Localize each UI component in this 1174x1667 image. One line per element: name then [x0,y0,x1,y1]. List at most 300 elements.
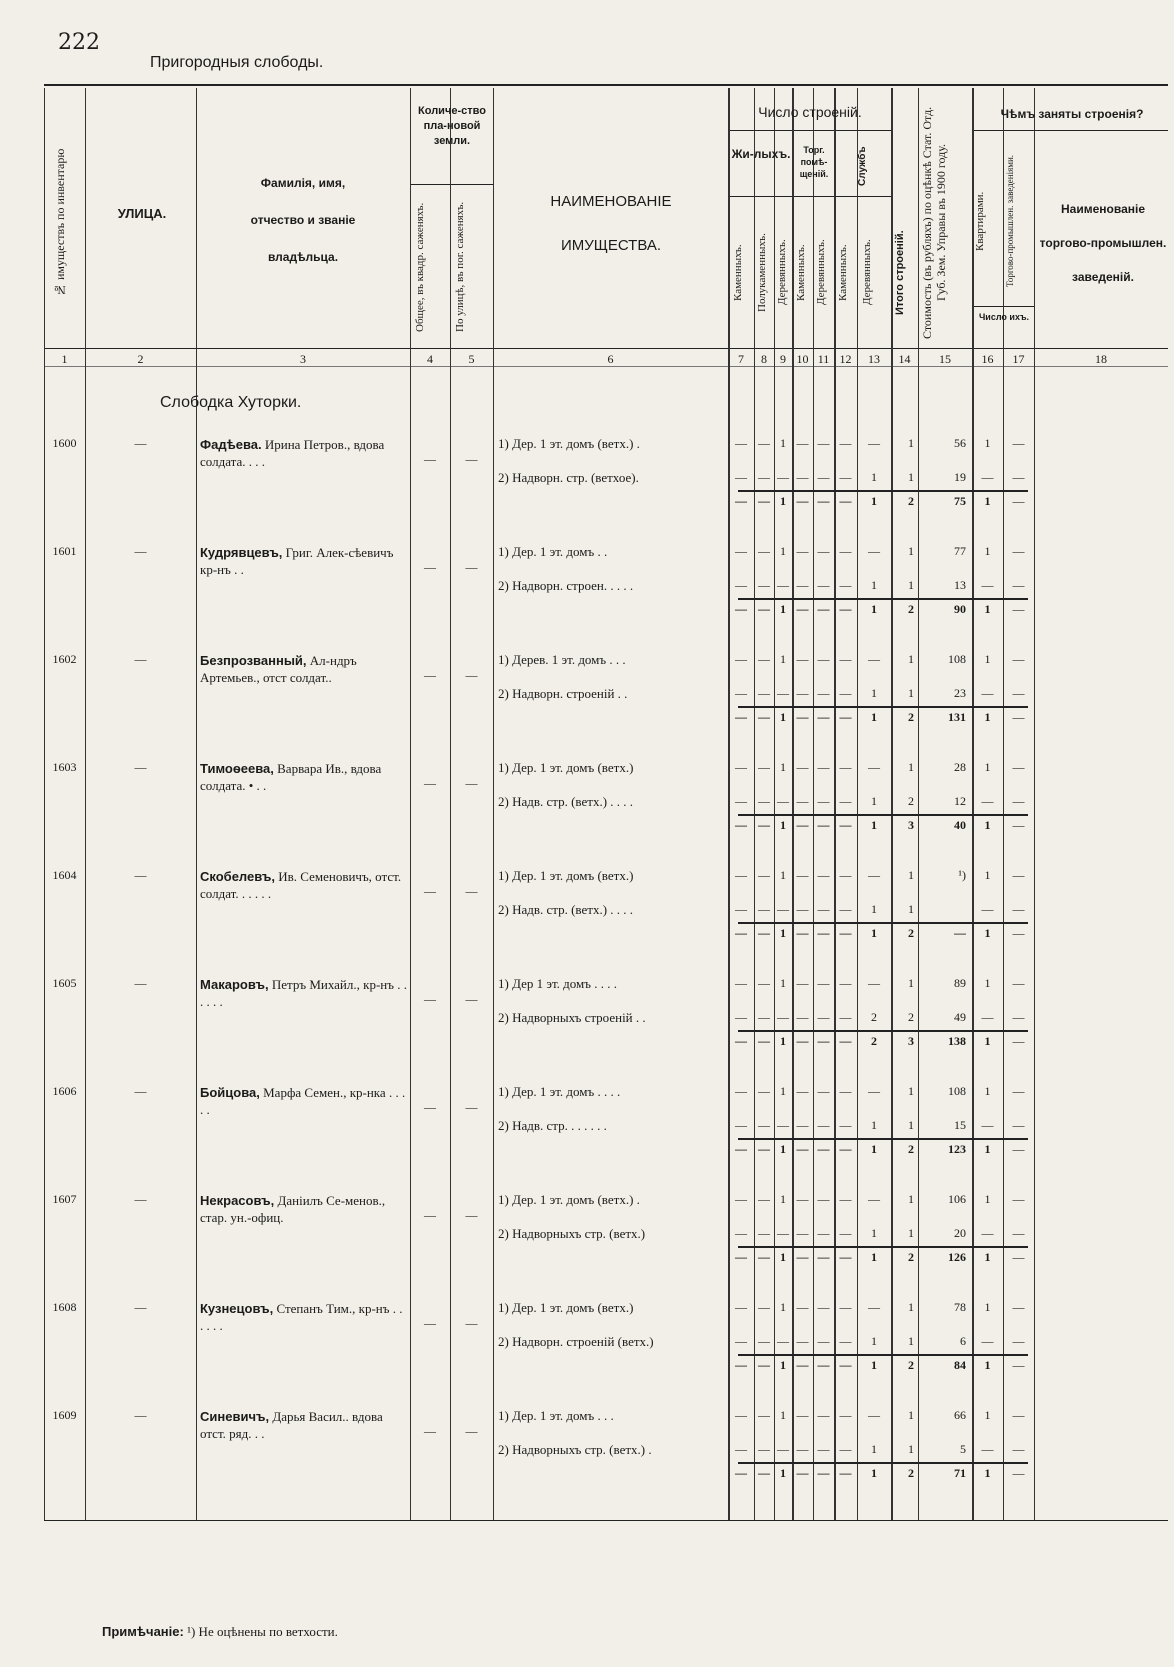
building-count: — [758,868,770,882]
building-count: — [839,976,852,990]
subtotal-count: — [817,1142,830,1156]
record-row [0,1408,1174,1516]
subtotal-count: 1 [780,1142,786,1156]
building-count: — [758,1226,770,1240]
subtotal-rule [738,1246,1028,1248]
owner-details: Григ. Алек-сѣевичъ кр-нъ . . [200,545,394,577]
record-row [0,976,1174,1084]
street: — [134,976,147,990]
building-count: — [817,1300,830,1314]
trade-establishments: — [1012,794,1025,808]
building-count: — [796,578,809,592]
subtotal-count: — [817,710,830,724]
subtotal-apartments: 1 [984,602,991,616]
cost: 106 [948,1192,966,1206]
subtotal-trade: — [1012,1142,1025,1156]
building-count: — [758,1408,770,1422]
building-count: — [796,760,809,774]
subtotal-count: — [758,926,770,940]
subtotal-trade: — [1012,710,1025,724]
subtotal-count: — [839,818,852,832]
land-total: — [424,1100,436,1114]
subtotal-rule [738,490,1028,492]
header-col14: Итого строеній. [894,230,906,315]
owner-surname: Кузнецовъ, [200,1301,274,1316]
total-buildings: 1 [908,1192,914,1206]
trade-establishments: — [1012,1334,1025,1348]
subtotal-trade: — [1012,1466,1025,1480]
subtotal-count: 1 [871,494,877,508]
subtotal-trade: — [1012,602,1025,616]
property-item: 2) Надворн. стр. (ветхое). [498,470,639,485]
record-row [0,1300,1174,1408]
header-col10: Каменныхъ. [795,244,807,301]
record-row [0,544,1174,652]
subtotal-apartments: 1 [984,1250,991,1264]
subtotal-count: 1 [780,818,786,832]
building-count: — [839,1300,852,1314]
header-col3 [200,165,406,276]
owner-details: Дарья Васил.. вдова отст. ряд. . . [200,1409,383,1441]
building-count: — [735,686,747,700]
trade-establishments: — [1012,760,1025,774]
subtotal-cost: 71 [954,1466,966,1480]
building-count: — [839,902,852,916]
building-count: — [817,470,830,484]
header-col6-line2: ИМУЩЕСТВА. [560,237,662,254]
subtotal-buildings: 2 [908,926,914,940]
building-count: — [796,1084,809,1098]
record-row [0,868,1174,976]
subtotal-rule [738,814,1028,816]
building-count: 1 [871,686,877,700]
column-number: 18 [1095,352,1107,366]
subtotal-count: — [839,1034,852,1048]
building-count: — [758,1442,770,1456]
trade-establishments: — [1012,1226,1025,1240]
subtotal-count: — [796,1250,809,1264]
apartments: — [981,1118,994,1132]
building-count: — [777,1118,789,1132]
building-count: — [817,1442,830,1456]
building-count: — [735,470,747,484]
building-count: 1 [780,544,786,558]
total-buildings: 1 [908,1226,914,1240]
page-number: 222 [58,30,100,55]
building-count: 1 [871,902,877,916]
owner [200,976,408,1010]
building-count: — [735,760,747,774]
land-street: — [465,776,478,790]
building-count: 1 [871,1334,877,1348]
owner-details: Ив. Семеновичъ, отст. солдат. . . . . . [200,869,402,901]
street: — [134,1084,147,1098]
cost: 12 [954,794,966,808]
subtotal-count: 1 [780,1250,786,1264]
building-count: — [868,1084,880,1098]
subtotal-buildings: 3 [908,1034,914,1048]
land-total: — [424,1424,436,1438]
building-count: 1 [780,976,786,990]
buildings-divider [728,130,891,131]
building-count: — [758,1084,770,1098]
subtotal-count: — [796,1034,809,1048]
subtotal-cost: 84 [954,1358,966,1372]
subtotal-trade: — [1012,926,1025,940]
building-count: — [839,1334,852,1348]
building-count: 1 [780,760,786,774]
street: — [134,436,147,450]
building-count: — [758,686,770,700]
building-count: — [758,544,770,558]
cost: 19 [954,470,966,484]
subtotal-count: — [758,818,770,832]
column-number: 3 [300,352,306,366]
apartments: — [981,902,994,916]
apartments: — [981,470,994,484]
column-number: 4 [427,352,433,366]
owner-surname: Бойцова, [200,1085,260,1100]
building-count: — [839,470,852,484]
building-count: — [758,1010,770,1024]
building-count: — [839,578,852,592]
total-buildings: 1 [908,1118,914,1132]
owner-details: Марфа Семен., кр-нка . . . . . [200,1085,406,1117]
cost: 20 [954,1226,966,1240]
subtotal-count: — [796,602,809,616]
building-count: — [735,1010,747,1024]
column-number: 13 [868,352,880,366]
building-count: 1 [871,794,877,808]
building-count: — [817,976,830,990]
property-item: 2) Надворн. строен. . . . . [498,578,634,593]
building-count: — [817,652,830,666]
building-count: — [758,436,770,450]
subtotal-apartments: 1 [984,1358,991,1372]
subtotal-count: — [839,1358,852,1372]
trade-establishments: — [1012,544,1025,558]
header-col6 [496,180,726,268]
header-col6-line1: НАИМЕНОВАНІЕ [550,193,672,210]
land-total: — [424,668,436,682]
land-street: — [465,1208,478,1222]
subtotal-apartments: 1 [984,710,991,724]
building-count: — [796,686,809,700]
record-row [0,1084,1174,1192]
building-count: 1 [780,652,786,666]
column-number: 5 [468,352,475,366]
property-item: 1) Дерев. 1 эт. домъ . . . [498,652,626,667]
building-count: — [758,1192,770,1206]
subtotal-count: — [735,1466,747,1480]
subtotal-count: — [796,1358,809,1372]
building-count: — [758,1300,770,1314]
inventory-number: 1609 [52,1408,77,1422]
building-count: — [777,1226,789,1240]
owner-details: Степанъ Тим., кр-нъ . . . . . . [200,1301,403,1333]
header-col16: Квартирами. [974,191,986,251]
subtotal-trade: — [1012,1034,1025,1048]
record-row [0,1192,1174,1300]
building-count: — [796,1192,809,1206]
building-count: — [735,1408,747,1422]
subtotal-count: — [817,926,830,940]
building-count: — [817,1226,830,1240]
cost: ¹) [958,868,966,882]
cost: 13 [954,578,966,592]
subtotal-trade: — [1012,1250,1025,1264]
trade-establishments: — [1012,1408,1025,1422]
total-buildings: 2 [908,1010,914,1024]
header-bottom-rule [44,348,1168,349]
property-item: 2) Надворныхъ строеній . . [498,1010,646,1025]
subtotal-apartments: 1 [984,1466,991,1480]
column-number: 6 [607,352,614,366]
apartments: — [981,1010,994,1024]
subtotal-count: 1 [780,1466,786,1480]
owner-details: Петръ Михайл., кр-нъ . . . . . . [200,977,407,1009]
trade-establishments: — [1012,868,1025,882]
subtotal-buildings: 2 [908,1466,914,1480]
building-count: — [758,652,770,666]
building-count: — [796,652,809,666]
building-count: — [839,1010,852,1024]
subtotal-count: — [758,494,770,508]
property-item: 1) Дер. 1 эт. домъ (ветх.) [498,868,634,883]
subtotal-buildings: 3 [908,818,914,832]
building-count: — [839,1442,852,1456]
building-count: 1 [780,868,786,882]
total-buildings: 1 [908,652,914,666]
subtotal-count: 1 [871,926,877,940]
subtotal-count: — [735,494,747,508]
building-count: — [817,794,830,808]
inventory-number: 1601 [52,544,77,558]
property-item: 1) Дер. 1 эт. домъ (ветх.) [498,760,634,775]
subtotal-count: — [735,1250,747,1264]
building-count: — [777,686,789,700]
building-count: — [796,868,809,882]
building-count: 1 [871,578,877,592]
apartments: 1 [984,544,991,558]
building-count: — [796,544,809,558]
trade-establishments: — [1012,470,1025,484]
column-number: 17 [1012,352,1025,366]
cost: 89 [954,976,966,990]
subtotal-count: — [758,1466,770,1480]
apartments: — [981,686,994,700]
cost: 23 [954,686,966,700]
header-count: Число ихъ. [978,312,1030,322]
header-col3-line2: отчество и званіе [250,213,356,227]
trade-establishments: — [1012,1192,1025,1206]
building-count: — [868,868,880,882]
owner-details: Ал-ндръ Артемьев., отст солдат.. [200,653,357,685]
street: — [134,1192,147,1206]
property-item: 1) Дер. 1 эт. домъ . . . . [498,1084,621,1099]
top-rule [44,84,1168,86]
building-count: — [758,578,770,592]
building-count: 1 [780,1192,786,1206]
apartments: 1 [984,868,991,882]
subtotal-count: — [839,1466,852,1480]
header-col18 [1036,192,1170,294]
land-street: — [465,992,478,1006]
building-count: — [796,794,809,808]
cost: 49 [954,1010,966,1024]
subtotal-rule [738,1462,1028,1464]
building-count: 1 [871,1442,877,1456]
building-count: — [817,544,830,558]
trade-establishments: — [1012,1300,1025,1314]
building-count: — [817,436,830,450]
property-item: 2) Надв. стр. . . . . . . [498,1118,607,1133]
property-item: 1) Дер 1 эт. домъ . . . . [498,976,617,991]
footnote [102,1624,338,1640]
building-count: — [758,902,770,916]
land-street: — [465,1316,478,1330]
owner [200,868,408,902]
subtotal-cost: 90 [954,602,966,616]
subtotal-count: — [817,602,830,616]
street: — [134,868,147,882]
section-title: Слободка Хуторки. [160,394,302,411]
building-count: — [758,1334,770,1348]
building-count: — [796,976,809,990]
land-street: — [465,668,478,682]
subtotal-count: 2 [871,1034,877,1048]
apartments: — [981,1226,994,1240]
building-count: — [735,794,747,808]
building-count: — [777,578,789,592]
subtotal-cost: 123 [948,1142,966,1156]
trade-establishments: — [1012,1084,1025,1098]
owner [200,1300,408,1334]
owner-surname: Тимоѳеева, [200,761,274,776]
building-count: — [777,1010,789,1024]
inventory-number: 1606 [52,1084,77,1098]
subtotal-apartments: 1 [984,494,991,508]
trade-establishments: — [1012,578,1025,592]
inventory-number: 1608 [52,1300,77,1314]
building-count: — [868,1408,880,1422]
property-item: 1) Дер. 1 эт. домъ (ветх.) . [498,436,640,451]
building-count: — [758,1118,770,1132]
header-col17: Торгово-промышлен. заведеніями. [1005,155,1015,288]
header-col13: Деревянныхъ. [861,239,873,306]
column-number: 10 [796,352,809,366]
building-count: 1 [871,470,877,484]
building-count: — [758,760,770,774]
cost: 56 [954,436,966,450]
building-count: — [796,1118,809,1132]
subtotal-count: — [796,926,809,940]
trade-establishments: — [1012,686,1025,700]
owner-surname: Безпрозванный, [200,653,307,668]
building-count: — [839,760,852,774]
header-col7: Каменныхъ. [732,244,744,301]
building-count: — [735,976,747,990]
subtotal-rule [738,706,1028,708]
apartments: 1 [984,1408,991,1422]
building-count: 1 [871,1226,877,1240]
total-buildings: 1 [908,1084,914,1098]
subtotal-rule [738,1030,1028,1032]
land-total: — [424,560,436,574]
owner-surname: Кудрявцевъ, [200,545,283,560]
header-col18-line1: Наименованіе [1061,202,1145,216]
building-count: 1 [780,1084,786,1098]
owner-surname: Некрасовъ, [200,1193,275,1208]
property-item: 2) Надворныхъ стр. (ветх.) . [498,1442,652,1457]
building-count: — [735,652,747,666]
building-count: — [777,794,789,808]
subtotal-count: — [796,1142,809,1156]
building-count: — [839,1192,852,1206]
owner [200,1192,408,1226]
column-number: 14 [898,352,911,366]
property-item: 2) Надв. стр. (ветх.) . . . . [498,902,634,917]
land-street: — [465,884,478,898]
subtotal-count: — [839,710,852,724]
inventory-number: 1605 [52,976,77,990]
total-buildings: 1 [908,1334,914,1348]
total-buildings: 1 [908,686,914,700]
subtotal-trade: — [1012,818,1025,832]
owner [200,652,408,686]
cost: 108 [948,652,966,666]
building-count: — [817,1084,830,1098]
building-count: — [735,1226,747,1240]
subtotal-count: — [735,926,747,940]
total-buildings: 1 [908,1442,914,1456]
owner-details: Ирина Петров., вдова солдата. . . . [200,437,385,469]
building-count: — [817,1118,830,1132]
subtotal-count: 1 [780,926,786,940]
street: — [134,652,147,666]
building-count: — [758,470,770,484]
building-count: — [796,902,809,916]
building-count: — [796,1226,809,1240]
subtotal-count: — [758,1142,770,1156]
subtotal-count: — [735,1358,747,1372]
building-count: — [839,1118,852,1132]
land-total: — [424,1316,436,1330]
subtotal-count: 1 [780,1034,786,1048]
owner-details: Варвара Ив., вдова солдата. • . . [200,761,382,793]
subtotal-count: 1 [871,1358,877,1372]
inventory-number: 1607 [52,1192,77,1206]
cost: 77 [954,544,966,558]
building-count: — [817,1334,830,1348]
header-col8: Полукаменныхъ. [756,233,768,312]
building-count: — [735,544,747,558]
subtotal-count: 1 [780,1358,786,1372]
total-buildings: 1 [908,436,914,450]
header-col18-line2: торгово-промышлен. [1039,236,1167,250]
building-count: — [777,902,789,916]
building-count: — [796,1442,809,1456]
subtotal-buildings: 2 [908,1250,914,1264]
subtotal-rule [738,1138,1028,1140]
header-col18-line3: заведеній. [1072,270,1134,284]
building-count: — [796,1408,809,1422]
subtotal-count: 1 [871,602,877,616]
subtotal-count: 1 [871,710,877,724]
subtotal-cost: 40 [954,818,966,832]
subtotal-trade: — [1012,494,1025,508]
building-count: — [839,1226,852,1240]
